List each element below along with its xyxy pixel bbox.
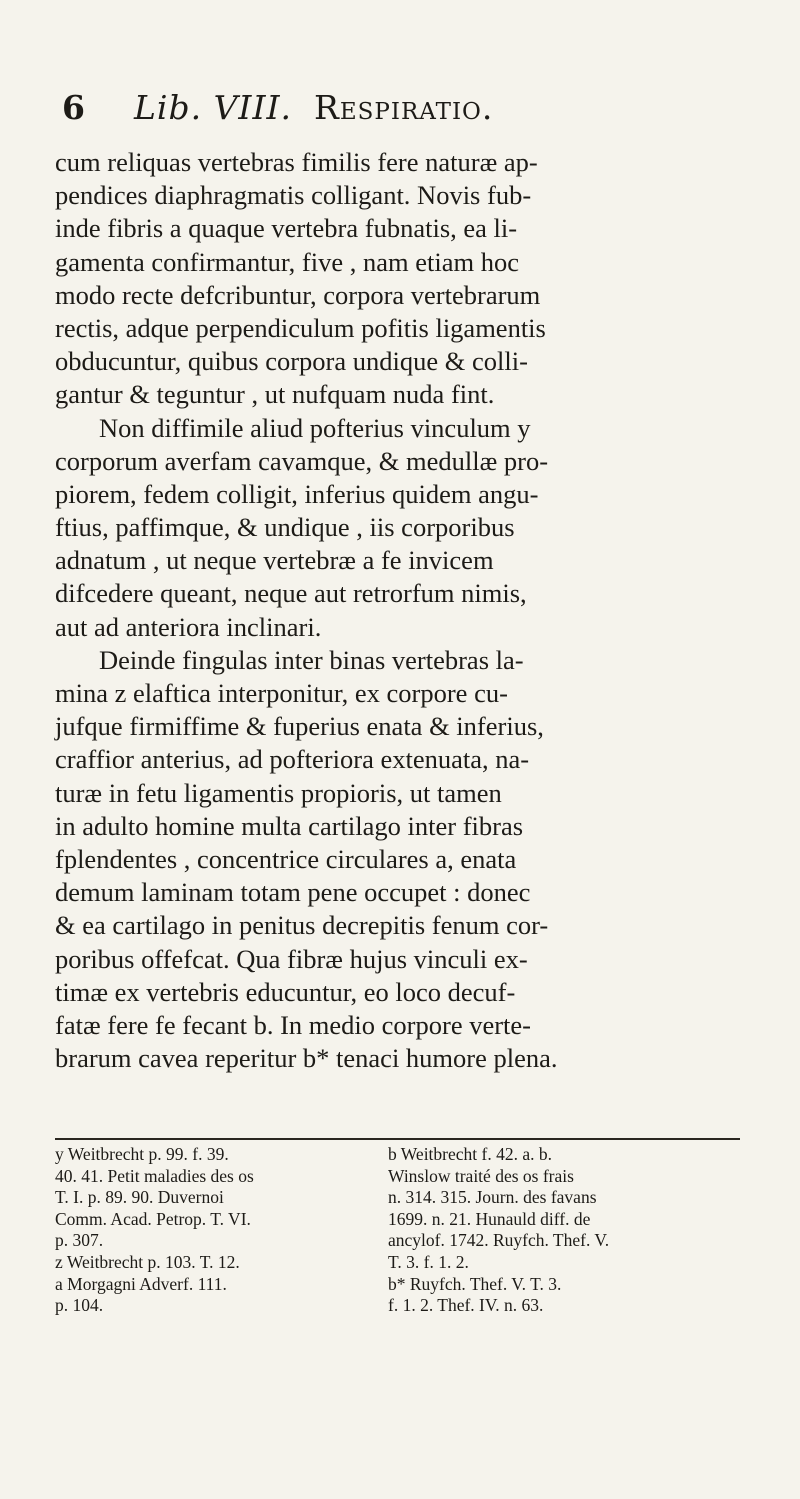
text-line: turæ in fetu ligamentis propioris, ut tamen xyxy=(55,777,502,808)
text-line: jufque firmiffime & fuperius enata & inferius, xyxy=(55,711,544,742)
text-line: mina z elaftica interponitur, ex corpore cu- xyxy=(55,678,508,708)
text-line: obducuntur, quibus corpora undique & colli- xyxy=(55,346,528,377)
text-line: brarum cavea reperitur b* tenaci humore plena. xyxy=(55,1043,558,1074)
footnote-divider xyxy=(55,1138,740,1140)
text-line: rectis, adque perpendiculum pofitis ligamentis xyxy=(55,312,546,343)
text-line: aut ad anteriora inclinari. xyxy=(55,611,322,642)
footnotes-left-column xyxy=(55,1144,385,1317)
footnote-line: 1699. n. 21. Hunauld diff. de xyxy=(388,1208,591,1229)
footnote-line: T. 3. f. 1. 2. xyxy=(388,1251,469,1272)
text-line: in adulto homine multa cartilago inter fibras xyxy=(55,810,524,841)
text-line: cum reliquas vertebras fimilis fere naturæ ap- xyxy=(55,147,538,177)
footnote-line: p. 307. xyxy=(55,1230,104,1251)
footnote-line: z Weitbrecht p. 103. T. 12. xyxy=(55,1251,240,1272)
text-line: ftius, paffimque, & undique , iis corporibus xyxy=(55,512,515,543)
footnote-line: ancylof. 1742. Ruyfch. Thef. V. xyxy=(388,1230,610,1251)
footnote-line: 40. 41. Petit maladies des os xyxy=(55,1165,254,1186)
text-line: pendices diaphragmatis colligant. Novis fub- xyxy=(55,180,532,211)
text-line: Deinde fingulas inter binas vertebras la- xyxy=(99,644,524,675)
footnote-line: f. 1. 2. Thef. IV. n. 63. xyxy=(388,1295,544,1316)
text-line: & ea cartilago in penitus decrepitis fenum cor- xyxy=(55,910,549,941)
main-text xyxy=(55,146,745,1075)
text-line: adnatum , ut neque vertebræ a fe invicem xyxy=(55,545,494,576)
footnote-line: a Morgagni Adverf. 111. xyxy=(55,1273,227,1294)
footnotes-right-column xyxy=(388,1144,748,1317)
text-line: modo recte defcribuntur, corpora vertebrarum xyxy=(55,279,541,310)
footnote-line: Winslow traité des os frais xyxy=(388,1165,574,1186)
text-line: difcedere queant, neque aut retrorfum nimis, xyxy=(55,578,527,609)
footnote-line: y Weitbrecht p. 99. f. 39. xyxy=(55,1144,229,1164)
text-line: fatæ fere fe fecant b. In medio corpore verte- xyxy=(55,1009,532,1040)
text-line: poribus offefcat. Qua fibræ hujus vinculi ex- xyxy=(55,943,528,974)
text-line: demum laminam totam pene occupet : donec xyxy=(55,877,531,908)
text-line: piorem, fedem colligit, inferius quidem angu- xyxy=(55,478,539,509)
footnote-line: b Weitbrecht f. 42. a. b. xyxy=(388,1144,552,1164)
text-line: gamenta confirmantur, five , nam etiam hoc xyxy=(55,246,519,277)
running-header xyxy=(62,88,782,138)
footnote-line: T. I. p. 89. 90. Duvernoi xyxy=(55,1187,224,1208)
page-number: 6 xyxy=(62,88,85,127)
footnote-line: b* Ruyfch. Thef. V. T. 3. xyxy=(388,1273,562,1294)
footnote-line: p. 104. xyxy=(55,1295,104,1316)
text-line: fplendentes , concentrice circulares a, enata xyxy=(55,843,517,874)
text-line: Non diffimile aliud pofterius vinculum y xyxy=(99,412,531,443)
text-line: corporum averfam cavamque, & medullæ pro- xyxy=(55,445,549,476)
text-line: craffior anterius, ad pofteriora extenuata, na- xyxy=(55,744,530,775)
footnote-line: n. 314. 315. Journ. des favans xyxy=(388,1187,597,1208)
book-label: Lib. VIII. xyxy=(134,88,293,127)
footnote-line: Comm. Acad. Petrop. T. VI. xyxy=(55,1208,251,1229)
text-line: gantur & teguntur , ut nufquam nuda fint. xyxy=(55,379,495,410)
text-line: timæ ex vertebris educuntur, eo loco decuf- xyxy=(55,976,516,1007)
section-title: Respiratio. xyxy=(314,88,494,127)
text-line: inde fibris a quaque vertebra fubnatis, ea li- xyxy=(55,213,518,244)
